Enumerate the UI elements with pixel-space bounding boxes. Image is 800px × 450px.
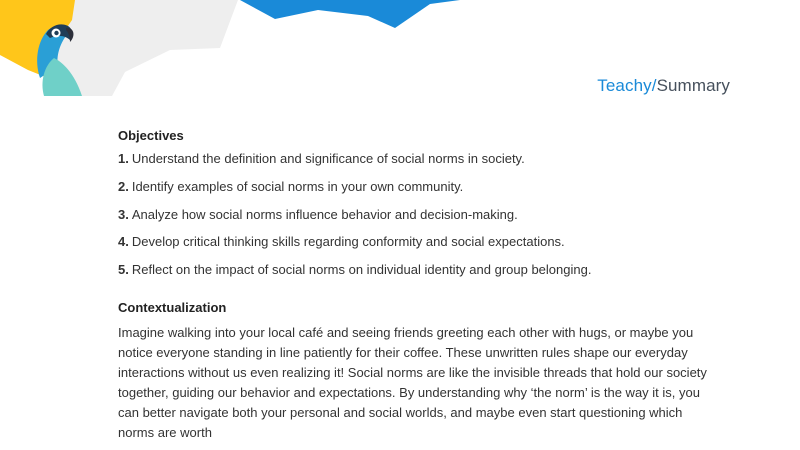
- section-title: Summary: [656, 76, 730, 95]
- objective-text: Understand the definition and significance of social norms in society.: [131, 151, 525, 166]
- objective-number: 2.: [118, 178, 129, 194]
- objective-text: Identify examples of social norms in your own community.: [131, 178, 464, 194]
- objective-number: 3.: [118, 206, 129, 222]
- objective-text: Analyze how social norms influence behavior and decision-making.: [131, 206, 518, 222]
- objective-item: [118, 179, 708, 195]
- objective-item: [118, 262, 708, 278]
- brand-name[interactable]: Teachy: [597, 76, 652, 95]
- brand-separator: /: [651, 76, 657, 95]
- objective-number: 4.: [118, 234, 129, 250]
- objectives-heading: Objectives: [118, 128, 184, 143]
- blue-background-shape: [240, 0, 460, 28]
- objective-text: Develop critical thinking skills regarding conformity and social expectations.: [131, 234, 565, 250]
- objective-item: [118, 207, 708, 223]
- objective-item: [118, 234, 708, 250]
- objective-number: 1.: [118, 151, 129, 166]
- objective-number: 5.: [118, 262, 129, 278]
- brand-breadcrumb: [597, 76, 730, 96]
- objectives-list: [118, 151, 708, 278]
- contextualization-heading: Contextualization: [118, 300, 227, 316]
- contextualization-paragraph: Imagine walking into your local café and seeing friends greeting each other with hugs, or maybe you notice everyone standing in line patiently for their coffee. These unwritten rules shape our everyday interactions without us even realizing it! Social norms are like the invisible threads that hold our society together, guiding our behavior and expectations. By understanding why ‘the norm’ is the way it is, you can better navigate both your personal and social worlds, and maybe even start questioning which norms are worth: [118, 325, 707, 441]
- objective-item: [118, 151, 708, 167]
- objective-text: Reflect on the impact of social norms on individual identity and group belonging.: [131, 262, 592, 278]
- summary-content: [118, 128, 708, 443]
